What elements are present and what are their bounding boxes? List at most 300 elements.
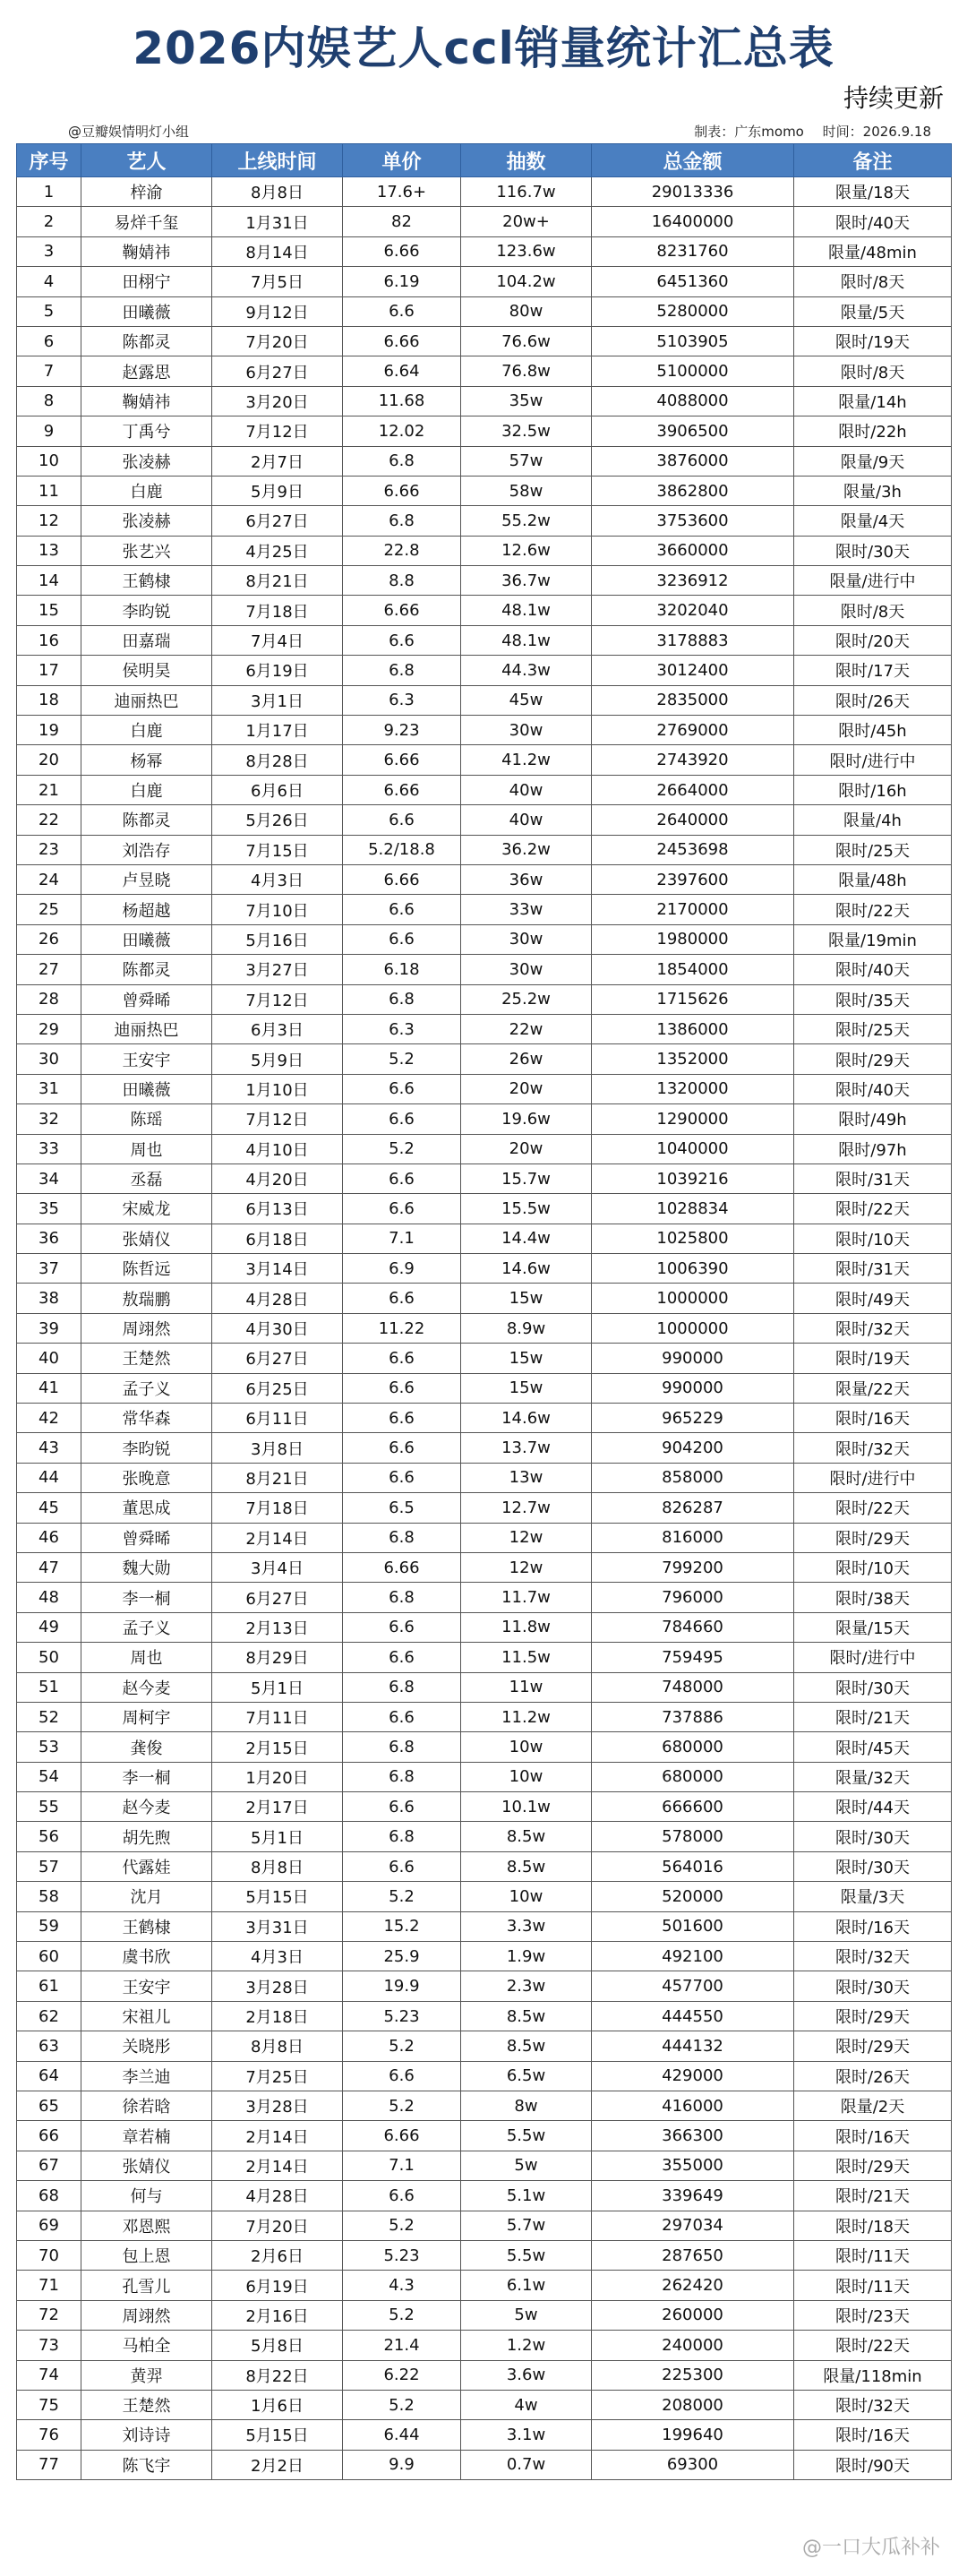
- cell-artist: 周柯宇: [81, 1702, 212, 1731]
- cell-price: 6.6: [343, 2061, 461, 2091]
- cell-price: 6.8: [343, 446, 461, 476]
- cell-note: 限时/23天: [794, 2300, 952, 2330]
- cell-index: 10: [17, 446, 81, 476]
- cell-total: 796000: [592, 1583, 794, 1612]
- table-row: [17, 864, 952, 894]
- cell-index: 60: [17, 1942, 81, 1971]
- cell-draws: 15w: [461, 1284, 592, 1313]
- cell-note: 限量/5天: [794, 296, 952, 326]
- cell-total: 3862800: [592, 476, 794, 505]
- cell-total: 1715626: [592, 984, 794, 1014]
- cell-total: 3236912: [592, 566, 794, 596]
- cell-total: 3012400: [592, 656, 794, 685]
- cell-index: 54: [17, 1762, 81, 1791]
- cell-date: 2月7日: [212, 446, 343, 476]
- cell-index: 32: [17, 1104, 81, 1134]
- cell-date: 7月12日: [212, 1104, 343, 1134]
- cell-index: 56: [17, 1822, 81, 1851]
- cell-artist: 李昀锐: [81, 596, 212, 625]
- cell-date: 4月20日: [212, 1163, 343, 1193]
- cell-artist: 邓恩熙: [81, 2211, 212, 2240]
- col-header-price: 单价: [343, 144, 461, 177]
- cell-total: 3660000: [592, 536, 794, 565]
- table-row: [17, 2001, 952, 2031]
- cell-total: 680000: [592, 1732, 794, 1762]
- cell-date: 6月13日: [212, 1194, 343, 1224]
- cell-note: 限时/29天: [794, 2151, 952, 2180]
- cell-price: 6.19: [343, 267, 461, 296]
- cell-artist: 关晓彤: [81, 2031, 212, 2061]
- cell-index: 34: [17, 1163, 81, 1193]
- cell-draws: 5.5w: [461, 2240, 592, 2270]
- cell-artist: 徐若晗: [81, 2091, 212, 2121]
- cell-total: 1980000: [592, 924, 794, 954]
- cell-price: 6.3: [343, 685, 461, 715]
- table-header-row: [17, 144, 952, 177]
- cell-artist: 陈都灵: [81, 805, 212, 835]
- cell-total: 444550: [592, 2001, 794, 2031]
- cell-artist: 田嘉瑞: [81, 625, 212, 655]
- cell-draws: 5.7w: [461, 2211, 592, 2240]
- cell-index: 66: [17, 2121, 81, 2151]
- cell-price: 6.8: [343, 984, 461, 1014]
- cell-index: 11: [17, 476, 81, 505]
- cell-index: 59: [17, 1911, 81, 1941]
- cell-note: 限时/8天: [794, 356, 952, 386]
- cell-index: 51: [17, 1672, 81, 1702]
- table-row: [17, 835, 952, 864]
- cell-date: 3月8日: [212, 1433, 343, 1463]
- cell-index: 57: [17, 1851, 81, 1881]
- table-row: [17, 2360, 952, 2390]
- cell-artist: 张晚意: [81, 1463, 212, 1492]
- table-row: [17, 296, 952, 326]
- cell-draws: 4w: [461, 2390, 592, 2419]
- cell-note: 限量/32天: [794, 1762, 952, 1791]
- cell-price: 6.6: [343, 1702, 461, 1731]
- cell-date: 7月4日: [212, 625, 343, 655]
- cell-artist: 刘浩存: [81, 835, 212, 864]
- cell-total: 3876000: [592, 446, 794, 476]
- cell-total: 2769000: [592, 716, 794, 745]
- cell-draws: 8.5w: [461, 2031, 592, 2061]
- time-label: 时间：2026.9.18: [822, 124, 931, 140]
- cell-draws: 30w: [461, 955, 592, 984]
- cell-index: 37: [17, 1254, 81, 1284]
- cell-note: 限时/21天: [794, 1702, 952, 1731]
- cell-draws: 13w: [461, 1463, 592, 1492]
- cell-price: 6.6: [343, 625, 461, 655]
- cell-artist: 王鹤棣: [81, 1911, 212, 1941]
- cell-index: 16: [17, 625, 81, 655]
- table-row: [17, 2061, 952, 2091]
- cell-index: 27: [17, 955, 81, 984]
- cell-note: 限量/4天: [794, 506, 952, 536]
- cell-note: 限时/19天: [794, 326, 952, 356]
- cell-price: 6.6: [343, 1404, 461, 1433]
- cell-note: 限量/2天: [794, 2091, 952, 2121]
- cell-date: 3月1日: [212, 685, 343, 715]
- cell-date: 1月20日: [212, 1762, 343, 1791]
- cell-index: 15: [17, 596, 81, 625]
- cell-total: 1352000: [592, 1044, 794, 1074]
- cell-date: 8月8日: [212, 2031, 343, 2061]
- table-row: [17, 1044, 952, 1074]
- cell-index: 21: [17, 775, 81, 804]
- cell-total: 6451360: [592, 267, 794, 296]
- cell-total: 748000: [592, 1672, 794, 1702]
- table-row: [17, 1014, 952, 1043]
- cell-total: 680000: [592, 1762, 794, 1791]
- cell-price: 11.68: [343, 386, 461, 416]
- cell-total: 799200: [592, 1552, 794, 1582]
- cell-price: 5.2/18.8: [343, 835, 461, 864]
- cell-draws: 1.2w: [461, 2331, 592, 2360]
- cell-draws: 14.6w: [461, 1254, 592, 1284]
- cell-total: 2453698: [592, 835, 794, 864]
- cell-total: 816000: [592, 1523, 794, 1552]
- cell-draws: 80w: [461, 296, 592, 326]
- table-row: [17, 386, 952, 416]
- cell-total: 208000: [592, 2390, 794, 2419]
- cell-date: 5月1日: [212, 1672, 343, 1702]
- cell-date: 7月12日: [212, 984, 343, 1014]
- cell-total: 1040000: [592, 1134, 794, 1163]
- col-header-note: 备注: [794, 144, 952, 177]
- cell-draws: 11.8w: [461, 1612, 592, 1642]
- cell-price: 82: [343, 207, 461, 236]
- cell-price: 4.3: [343, 2271, 461, 2300]
- cell-price: 5.2: [343, 1044, 461, 1074]
- cell-index: 43: [17, 1433, 81, 1463]
- table-row: [17, 1254, 952, 1284]
- cell-date: 6月11日: [212, 1404, 343, 1433]
- cell-price: 5.2: [343, 1134, 461, 1163]
- cell-draws: 55.2w: [461, 506, 592, 536]
- cell-price: 6.6: [343, 924, 461, 954]
- cell-index: 49: [17, 1612, 81, 1642]
- cell-price: 6.3: [343, 1014, 461, 1043]
- cell-total: 826287: [592, 1493, 794, 1523]
- cell-draws: 11.5w: [461, 1643, 592, 1672]
- cell-note: 限时/29天: [794, 1523, 952, 1552]
- cell-artist: 王鹤棣: [81, 566, 212, 596]
- table-row: [17, 2300, 952, 2330]
- table-row: [17, 1552, 952, 1582]
- cell-price: 6.66: [343, 596, 461, 625]
- cell-date: 4月28日: [212, 1284, 343, 1313]
- table-row: [17, 506, 952, 536]
- cell-note: 限时/32天: [794, 1433, 952, 1463]
- table-row: [17, 716, 952, 745]
- cell-index: 46: [17, 1523, 81, 1552]
- cell-note: 限时/38天: [794, 1583, 952, 1612]
- cell-artist: 黄羿: [81, 2360, 212, 2390]
- cell-total: 29013336: [592, 177, 794, 207]
- cell-draws: 10w: [461, 1732, 592, 1762]
- cell-artist: 周翊然: [81, 1313, 212, 1343]
- cell-total: 260000: [592, 2300, 794, 2330]
- cell-index: 26: [17, 924, 81, 954]
- cell-price: 11.22: [343, 1313, 461, 1343]
- cell-draws: 6.5w: [461, 2061, 592, 2091]
- cell-note: 限时/29天: [794, 1044, 952, 1074]
- cell-draws: 48.1w: [461, 596, 592, 625]
- cell-total: 564016: [592, 1851, 794, 1881]
- cell-total: 990000: [592, 1373, 794, 1403]
- cell-note: 限时/25天: [794, 1014, 952, 1043]
- table-row: [17, 895, 952, 924]
- cell-index: 42: [17, 1404, 81, 1433]
- cell-price: 6.6: [343, 2181, 461, 2211]
- cell-date: 7月18日: [212, 1493, 343, 1523]
- cell-price: 5.2: [343, 2031, 461, 2061]
- cell-index: 48: [17, 1583, 81, 1612]
- cell-artist: 李一桐: [81, 1583, 212, 1612]
- cell-price: 6.22: [343, 2360, 461, 2390]
- cell-note: 限时/10天: [794, 1224, 952, 1253]
- cell-date: 2月15日: [212, 1732, 343, 1762]
- cell-artist: 王安宇: [81, 1044, 212, 1074]
- cell-draws: 8.5w: [461, 1822, 592, 1851]
- cell-date: 5月15日: [212, 2420, 343, 2450]
- table-row: [17, 2091, 952, 2121]
- cell-draws: 5w: [461, 2300, 592, 2330]
- cell-artist: 迪丽热巴: [81, 685, 212, 715]
- cell-price: 6.6: [343, 1194, 461, 1224]
- cell-draws: 8.9w: [461, 1313, 592, 1343]
- cell-note: 限时/40天: [794, 1074, 952, 1103]
- cell-price: 6.18: [343, 955, 461, 984]
- cell-artist: 张婧仪: [81, 1224, 212, 1253]
- cell-date: 6月19日: [212, 656, 343, 685]
- cell-index: 6: [17, 326, 81, 356]
- cell-total: 287650: [592, 2240, 794, 2270]
- table-row: [17, 1313, 952, 1343]
- cell-price: 6.8: [343, 1583, 461, 1612]
- cell-note: 限时/30天: [794, 1672, 952, 1702]
- cell-artist: 王安宇: [81, 1971, 212, 2001]
- cell-price: 6.6: [343, 1344, 461, 1373]
- cell-total: 492100: [592, 1942, 794, 1971]
- cell-draws: 58w: [461, 476, 592, 505]
- table-row: [17, 2450, 952, 2479]
- cell-artist: 孟子义: [81, 1612, 212, 1642]
- cell-total: 5103905: [592, 326, 794, 356]
- cell-total: 16400000: [592, 207, 794, 236]
- cell-price: 6.9: [343, 1254, 461, 1284]
- table-row: [17, 1612, 952, 1642]
- cell-index: 74: [17, 2360, 81, 2390]
- cell-artist: 何与: [81, 2181, 212, 2211]
- cell-index: 18: [17, 685, 81, 715]
- cell-price: 6.66: [343, 326, 461, 356]
- cell-total: 297034: [592, 2211, 794, 2240]
- cell-date: 9月12日: [212, 296, 343, 326]
- table-row: [17, 476, 952, 505]
- cell-price: 6.6: [343, 1104, 461, 1134]
- cell-date: 3月28日: [212, 1971, 343, 2001]
- cell-date: 8月8日: [212, 1851, 343, 1881]
- cell-index: 22: [17, 805, 81, 835]
- table-row: [17, 2211, 952, 2240]
- cell-index: 38: [17, 1284, 81, 1313]
- cell-artist: 迪丽热巴: [81, 1014, 212, 1043]
- cell-index: 20: [17, 745, 81, 775]
- cell-date: 3月31日: [212, 1911, 343, 1941]
- cell-draws: 5.1w: [461, 2181, 592, 2211]
- table-row: [17, 1702, 952, 1731]
- cell-artist: 张婧仪: [81, 2151, 212, 2180]
- cell-note: 限量/118min: [794, 2360, 952, 2390]
- cell-draws: 48.1w: [461, 625, 592, 655]
- cell-artist: 马柏全: [81, 2331, 212, 2360]
- cell-date: 5月16日: [212, 924, 343, 954]
- cell-note: 限时/10天: [794, 1552, 952, 1582]
- cell-note: 限量/22天: [794, 1373, 952, 1403]
- cell-index: 69: [17, 2211, 81, 2240]
- cell-date: 3月4日: [212, 1552, 343, 1582]
- source-label: @豆瓣娱情明灯小组: [68, 124, 190, 140]
- cell-note: 限量/进行中: [794, 566, 952, 596]
- cell-artist: 陈飞宇: [81, 2450, 212, 2479]
- col-header-total: 总金额: [592, 144, 794, 177]
- cell-index: 2: [17, 207, 81, 236]
- sales-table: [16, 143, 952, 2480]
- cell-draws: 30w: [461, 716, 592, 745]
- cell-price: 6.66: [343, 1552, 461, 1582]
- cell-note: 限时/25天: [794, 835, 952, 864]
- cell-draws: 0.7w: [461, 2450, 592, 2479]
- meta-info: [680, 122, 931, 141]
- cell-draws: 76.8w: [461, 356, 592, 386]
- cell-price: 8.8: [343, 566, 461, 596]
- cell-price: 6.6: [343, 296, 461, 326]
- col-header-artist: 艺人: [81, 144, 212, 177]
- table-row: [17, 1942, 952, 1971]
- cell-date: 4月10日: [212, 1134, 343, 1163]
- cell-price: 6.6: [343, 1163, 461, 1193]
- cell-note: 限时/31天: [794, 1163, 952, 1193]
- cell-price: 9.9: [343, 2450, 461, 2479]
- cell-artist: 常华森: [81, 1404, 212, 1433]
- table-row: [17, 924, 952, 954]
- cell-total: 965229: [592, 1404, 794, 1433]
- cell-artist: 李一桐: [81, 1762, 212, 1791]
- cell-note: 限时/16天: [794, 2121, 952, 2151]
- cell-price: 15.2: [343, 1911, 461, 1941]
- table-row: [17, 805, 952, 835]
- cell-draws: 11w: [461, 1672, 592, 1702]
- cell-date: 3月20日: [212, 386, 343, 416]
- cell-artist: 丞磊: [81, 1163, 212, 1193]
- col-header-date: 上线时间: [212, 144, 343, 177]
- cell-date: 2月18日: [212, 2001, 343, 2031]
- cell-total: 737886: [592, 1702, 794, 1731]
- cell-note: 限时/11天: [794, 2240, 952, 2270]
- cell-note: 限量/19min: [794, 924, 952, 954]
- cell-draws: 41.2w: [461, 745, 592, 775]
- cell-note: 限时/22天: [794, 2331, 952, 2360]
- cell-draws: 36.7w: [461, 566, 592, 596]
- cell-artist: 宋威龙: [81, 1194, 212, 1224]
- cell-total: 5100000: [592, 356, 794, 386]
- cell-note: 限时/45天: [794, 1732, 952, 1762]
- cell-artist: 魏大勋: [81, 1552, 212, 1582]
- table-row: [17, 1643, 952, 1672]
- cell-date: 4月25日: [212, 536, 343, 565]
- cell-price: 6.66: [343, 745, 461, 775]
- cell-note: 限时/进行中: [794, 745, 952, 775]
- table-row: [17, 1732, 952, 1762]
- cell-price: 6.6: [343, 1373, 461, 1403]
- cell-artist: 陈哲远: [81, 1254, 212, 1284]
- cell-note: 限时/32天: [794, 1942, 952, 1971]
- cell-index: 4: [17, 267, 81, 296]
- cell-price: 5.23: [343, 2240, 461, 2270]
- cell-date: 6月19日: [212, 2271, 343, 2300]
- cell-index: 65: [17, 2091, 81, 2121]
- cell-draws: 35w: [461, 386, 592, 416]
- cell-date: 3月14日: [212, 1254, 343, 1284]
- cell-date: 2月16日: [212, 2300, 343, 2330]
- cell-note: 限时/49h: [794, 1104, 952, 1134]
- table-row: [17, 1284, 952, 1313]
- cell-date: 2月14日: [212, 1523, 343, 1552]
- cell-index: 25: [17, 895, 81, 924]
- cell-note: 限时/22天: [794, 1493, 952, 1523]
- cell-date: 7月25日: [212, 2061, 343, 2091]
- cell-artist: 周也: [81, 1643, 212, 1672]
- cell-note: 限时/30天: [794, 1851, 952, 1881]
- cell-artist: 田栩宁: [81, 267, 212, 296]
- cell-note: 限时/19天: [794, 1344, 952, 1373]
- cell-price: 6.8: [343, 1732, 461, 1762]
- table-row: [17, 656, 952, 685]
- cell-draws: 12.6w: [461, 536, 592, 565]
- cell-note: 限时/30天: [794, 1971, 952, 2001]
- cell-date: 7月10日: [212, 895, 343, 924]
- cell-price: 6.6: [343, 1612, 461, 1642]
- cell-price: 5.2: [343, 2211, 461, 2240]
- cell-artist: 鞠婧祎: [81, 236, 212, 266]
- table-row: [17, 1194, 952, 1224]
- cell-artist: 周也: [81, 1134, 212, 1163]
- cell-total: 225300: [592, 2360, 794, 2390]
- cell-note: 限量/4h: [794, 805, 952, 835]
- cell-total: 1006390: [592, 1254, 794, 1284]
- cell-price: 17.6+: [343, 177, 461, 207]
- cell-draws: 15.7w: [461, 1163, 592, 1193]
- cell-date: 8月28日: [212, 745, 343, 775]
- table-row: [17, 2031, 952, 2061]
- table-row: [17, 1792, 952, 1822]
- cell-draws: 8w: [461, 2091, 592, 2121]
- col-header-draws: 抽数: [461, 144, 592, 177]
- cell-index: 71: [17, 2271, 81, 2300]
- cell-date: 5月1日: [212, 1822, 343, 1851]
- cell-artist: 宋祖儿: [81, 2001, 212, 2031]
- cell-note: 限量/15天: [794, 1612, 952, 1642]
- cell-artist: 张凌赫: [81, 506, 212, 536]
- cell-note: 限时/49天: [794, 1284, 952, 1313]
- cell-total: 1039216: [592, 1163, 794, 1193]
- cell-date: 2月2日: [212, 2450, 343, 2479]
- cell-artist: 代露娃: [81, 1851, 212, 1881]
- table-row: [17, 267, 952, 296]
- cell-price: 6.8: [343, 656, 461, 685]
- cell-total: 8231760: [592, 236, 794, 266]
